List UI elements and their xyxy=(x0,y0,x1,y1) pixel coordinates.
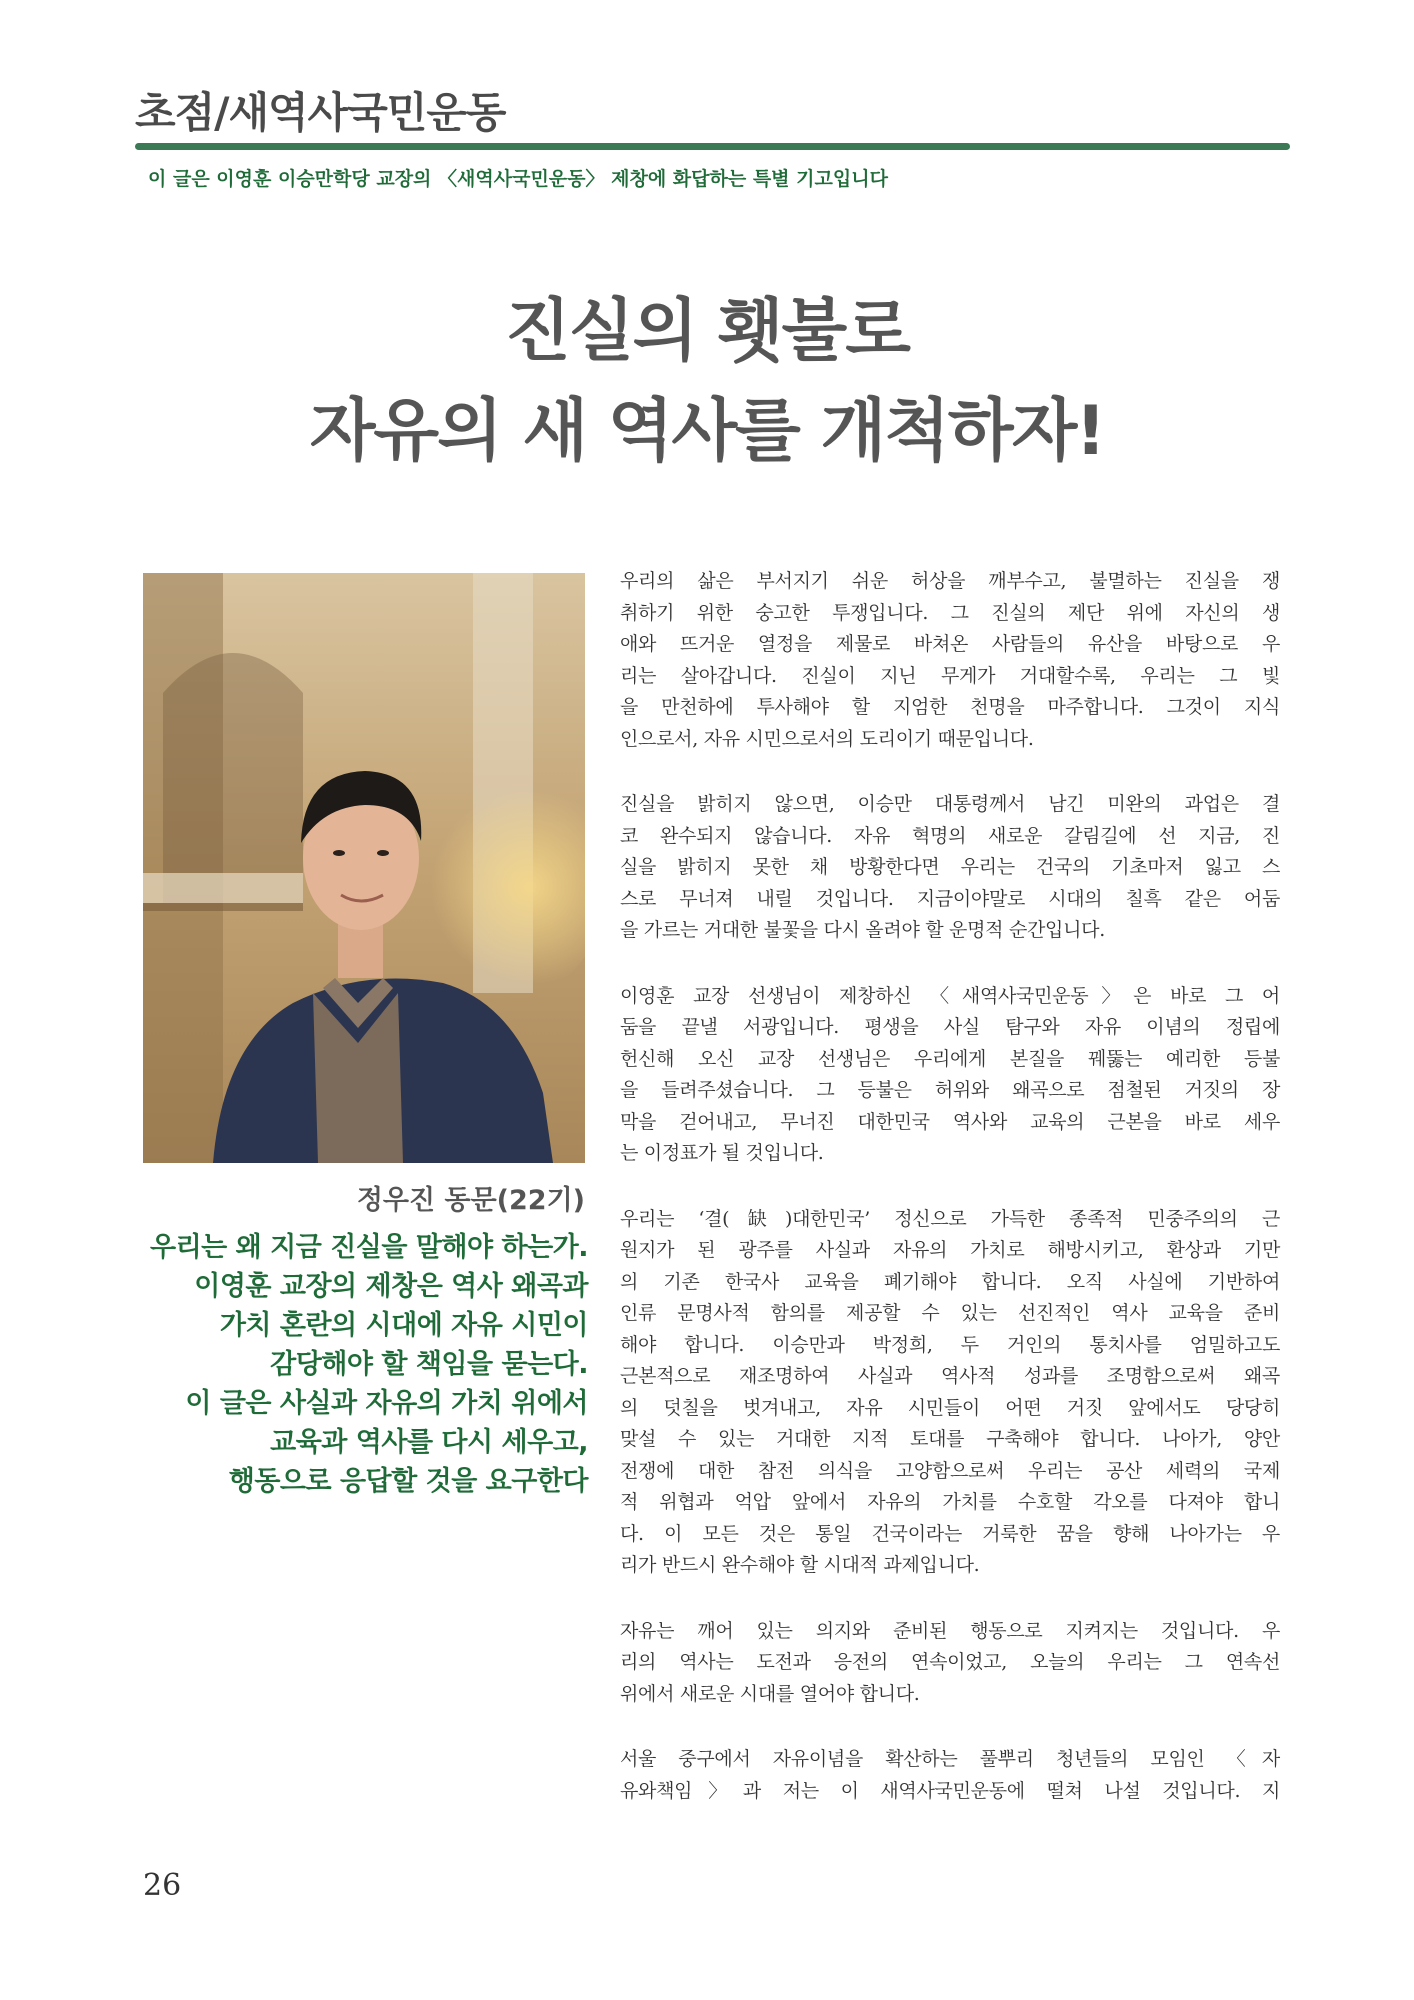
body-line: 해야 합니다. 이승만과 박정희, 두 거인의 통치사를 엄밀하고도 xyxy=(620,1333,1280,1356)
body-line: 취하기 위한 숭고한 투쟁입니다. 그 진실의 제단 위에 자신의 생 xyxy=(620,601,1280,624)
section-label: 초점/새역사국민운동 xyxy=(135,88,506,137)
photo-caption: 정우진 동문(22기) xyxy=(356,1185,585,1216)
paragraph xyxy=(620,566,1280,755)
body-line: 리는 살아갑니다. 진실이 지닌 무게가 거대할수록, 우리는 그 빛 xyxy=(620,664,1280,687)
body-line: 리의 역사는 도전과 응전의 연속이었고, 오늘의 우리는 그 연속선 xyxy=(620,1651,1280,1673)
pull-quote-line: 이 글은 사실과 자유의 가치 위에서 xyxy=(185,1388,588,1419)
body-line: 실을 밝히지 못한 채 방황한다면 우리는 건국의 기초마저 잃고 스 xyxy=(620,856,1280,878)
body-line: 코 완수되지 않습니다. 자유 혁명의 새로운 갈림길에 선 지금, 진 xyxy=(620,824,1280,847)
body-line: 다. 이 모든 것은 통일 건국이라는 거룩한 꿈을 향해 나아가는 우 xyxy=(620,1522,1280,1545)
body-line: 리가 반드시 완수해야 할 시대적 과제입니다. xyxy=(620,1554,980,1576)
body-line: 을 가르는 거대한 불꽃을 다시 올려야 할 운명적 순간입니다. xyxy=(620,919,1105,941)
pull-quote-line: 교육과 역사를 다시 세우고, xyxy=(270,1427,588,1458)
pull-quote xyxy=(120,1228,588,1501)
body-line: 을 들려주셨습니다. 그 등불은 허위와 왜곡으로 점철된 거짓의 장 xyxy=(620,1079,1280,1101)
subhead: 이 글은 이영훈 이승만학당 교장의 〈새역사국민운동〉 제창에 화답하는 특별 기고입니다 xyxy=(148,168,888,190)
article-title xyxy=(0,282,1414,482)
body-line: 이영훈 교장 선생님이 제창하신 〈새역사국민운동〉은 바로 그 어 xyxy=(620,984,1280,1007)
body-line: 는 이정표가 될 것입니다. xyxy=(620,1142,824,1164)
body-line: 스로 무너져 내릴 것입니다. 지금이야말로 시대의 칠흑 같은 어둠 xyxy=(620,887,1280,910)
body-line: 적 위협과 억압 앞에서 자유의 가치를 수호할 각오를 다져야 합니 xyxy=(620,1491,1280,1513)
body-line: 인류 문명사적 함의를 제공할 수 있는 선진적인 역사 교육을 준비 xyxy=(620,1302,1280,1324)
title-line: 진실의 횃불로 xyxy=(505,292,909,371)
paragraph xyxy=(620,789,1280,947)
body-line: 전쟁에 대한 참전 의식을 고양함으로써 우리는 공산 세력의 국제 xyxy=(620,1459,1280,1482)
pull-quote-line: 우리는 왜 지금 진실을 말해야 하는가. xyxy=(150,1232,588,1263)
paragraph xyxy=(620,1204,1280,1582)
paragraph xyxy=(620,981,1280,1170)
article-body xyxy=(620,566,1280,1841)
pull-quote-line: 행동으로 응답할 것을 요구한다 xyxy=(228,1466,588,1497)
body-line: 맞설 수 있는 거대한 지적 토대를 구축해야 합니다. 나아가, 양안 xyxy=(620,1428,1280,1450)
pull-quote-line: 감당해야 할 책임을 묻는다. xyxy=(270,1349,588,1380)
paragraph xyxy=(620,1744,1280,1807)
pull-quote-line: 가치 혼란의 시대에 자유 시민이 xyxy=(219,1310,588,1341)
body-line: 둠을 끝낼 서광입니다. 평생을 사실 탐구와 자유 이념의 정립에 xyxy=(620,1016,1280,1038)
body-line: 서울 중구에서 자유이념을 확산하는 풀뿌리 청년들의 모임인 〈자 xyxy=(620,1748,1280,1770)
body-line: 인으로서, 자유 시민으로서의 도리이기 때문입니다. xyxy=(620,727,1034,750)
body-line: 원지가 된 광주를 사실과 자유의 가치로 해방시키고, 환상과 기만 xyxy=(620,1239,1280,1261)
body-line: 헌신해 오신 교장 선생님은 우리에게 본질을 꿰뚫는 예리한 등불 xyxy=(620,1047,1280,1070)
body-line: 진실을 밝히지 않으면, 이승만 대통령께서 남긴 미완의 과업은 결 xyxy=(620,793,1280,815)
body-line: 막을 걷어내고, 무너진 대한민국 역사와 교육의 근본을 바로 세우 xyxy=(620,1110,1280,1133)
body-line: 의 기존 한국사 교육을 폐기해야 합니다. 오직 사실에 기반하여 xyxy=(620,1270,1280,1293)
body-line: 우리는 ‘결(缺)대한민국’ 정신으로 가득한 종족적 민중주의의 근 xyxy=(620,1207,1280,1230)
pull-quote-line: 이영훈 교장의 제창은 역사 왜곡과 xyxy=(194,1271,588,1302)
body-line: 을 만천하에 투사해야 할 지엄한 천명을 마주합니다. 그것이 지식 xyxy=(620,696,1280,718)
page-number: 26 xyxy=(143,1868,182,1903)
paragraph xyxy=(620,1616,1280,1711)
body-line: 의 덧칠을 벗겨내고, 자유 시민들이 어떤 거짓 앞에서도 당당히 xyxy=(620,1396,1280,1419)
body-line: 자유는 깨어 있는 의지와 준비된 행동으로 지켜지는 것입니다. 우 xyxy=(620,1619,1280,1642)
section-divider xyxy=(135,143,1290,150)
author-photo xyxy=(143,573,585,1163)
body-line: 애와 뜨거운 열정을 제물로 바쳐온 사람들의 유산을 바탕으로 우 xyxy=(620,633,1280,655)
body-line: 유와책임〉과 저는 이 새역사국민운동에 떨쳐 나설 것입니다. 지 xyxy=(620,1779,1280,1802)
body-line: 우리의 삶은 부서지기 쉬운 허상을 깨부수고, 불멸하는 진실을 쟁 xyxy=(620,570,1280,592)
body-line: 위에서 새로운 시대를 열어야 합니다. xyxy=(620,1682,920,1705)
body-line: 근본적으로 재조명하여 사실과 역사적 성과를 조명함으로써 왜곡 xyxy=(620,1365,1280,1387)
title-line: 자유의 새 역사를 개척하자! xyxy=(309,392,1105,471)
